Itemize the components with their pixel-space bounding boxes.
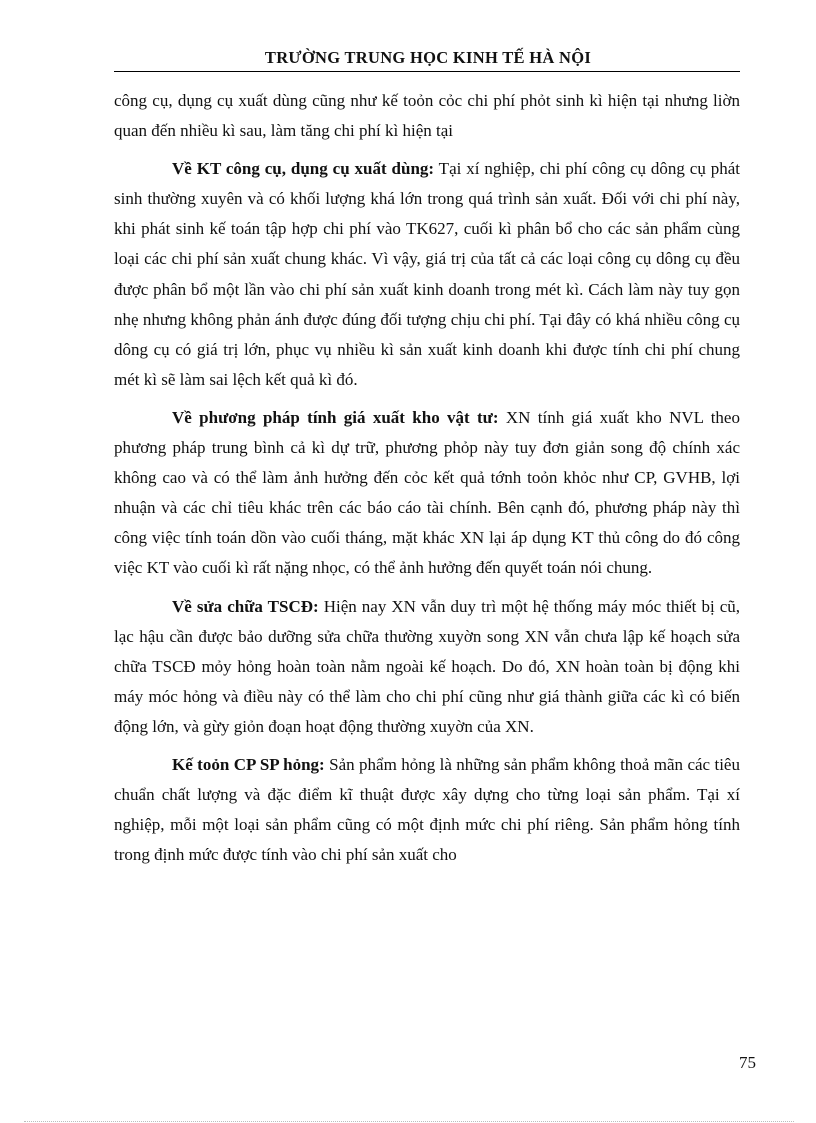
paragraph-tools-accounting (114, 154, 740, 395)
paragraph-inventory-costing (114, 403, 740, 584)
footer-divider (24, 1121, 794, 1122)
paragraph-text: Tại xí nghiệp, chi phí công cụ dông cụ phát sinh thường xuyên và có khối lượng khá lớn trong quá trình sản xuất. Đối với chi phí này, khi phát sinh kế toán tập hợp chi phí vào TK627, cuối kì phân bổ cho các sản phẩm cùng loại các chi phí sản xuất chung khác. Vì vậy, giá trị của tất cả các loại công cụ dông cụ đều được phân bổ một lần vào chi phí sản xuất kinh doanh trong mét kì. Cách làm này tuy gọn nhẹ nhưng không phản ánh được đúng đối tượng chịu chi phí. Tại đây có khá nhiều công cụ dông cụ có giá trị lớn, phục vụ nhiều kì sản xuất kinh doanh khi được tính chi phí chung mét kì sẽ làm sai lệch kết quả kì đó. (114, 159, 741, 389)
paragraph-text: Sản phẩm hỏng là những sản phẩm không thoả mãn các tiêu chuẩn chất lượng và đặc điểm kĩ thuật được xây dựng cho từng loại sản phẩm. Tại xí nghiệp, mỗi một loại sản phẩm cũng có một định mức chi phí riêng. Sản phẩm hỏng tính trong định mức được tính vào chi phí sản xuất cho (114, 754, 740, 865)
page-header-title: TRƯỜNG TRUNG HỌC KINH TẾ HÀ NỘI (264, 48, 592, 67)
page-number: 75 (739, 1053, 756, 1072)
paragraph-asset-repair (114, 592, 740, 742)
paragraph-text: công cụ, dụng cụ xuất dùng cũng như kế toỏn cỏc chi phí phỏt sinh kì hiện tại nhưng liờn quan đến nhiều kì sau, làm tăng chi phí kì hiện tại (114, 91, 740, 141)
paragraph-text: XN tính giá xuất kho NVL theo phương pháp trung bình cả kì dự trữ, phương phỏp này tuy đơn giản song độ chính xác không cao và có thể làm ảnh hưởng đến cỏc kết quả tớnh toỏn khỏc như CP, GVHB, lợi nhuận và các chỉ tiêu khác trên các báo cáo tài chính. Bên cạnh đó, phương pháp này thì công việc tính toán dồn vào cuối tháng, mặt khác XN lại áp dụng KT thủ công do đó công việc KT vào cuối kì rất nặng nhọc, có thể ảnh hưởng đến quyết toán nói chung. (114, 407, 740, 578)
paragraph-text: Hiện nay XN vẫn duy trì một hệ thống máy móc thiết bị cũ, lạc hậu cần được bảo dưỡng sửa chữa thường xuyờn song XN vẫn chưa lập kế hoạch sửa chữa TSCĐ mỏy hỏng hoàn toàn nằm ngoài kế hoạch. Do đó, XN hoàn toàn bị động khi máy móc hỏng và điều này có thể làm cho chi phí cũng như giá thành giữa các kì có biến động lớn, và gừy giỏn đoạn hoạt động thường xuyờn của XN. (114, 596, 740, 736)
paragraph-heading: Về KT công cụ, dụng cụ xuất dùng: (172, 159, 435, 179)
paragraph-heading: Về phương pháp tính giá xuất kho vật tư: (172, 407, 499, 427)
paragraph-defective-products (114, 750, 740, 870)
paragraph-heading: Về sửa chữa TSCĐ: (172, 596, 319, 616)
paragraph-continuation (114, 86, 740, 146)
document-body (114, 86, 740, 878)
paragraph-heading: Kế toỏn CP SP hỏng: (172, 754, 325, 774)
header-divider (114, 71, 740, 72)
